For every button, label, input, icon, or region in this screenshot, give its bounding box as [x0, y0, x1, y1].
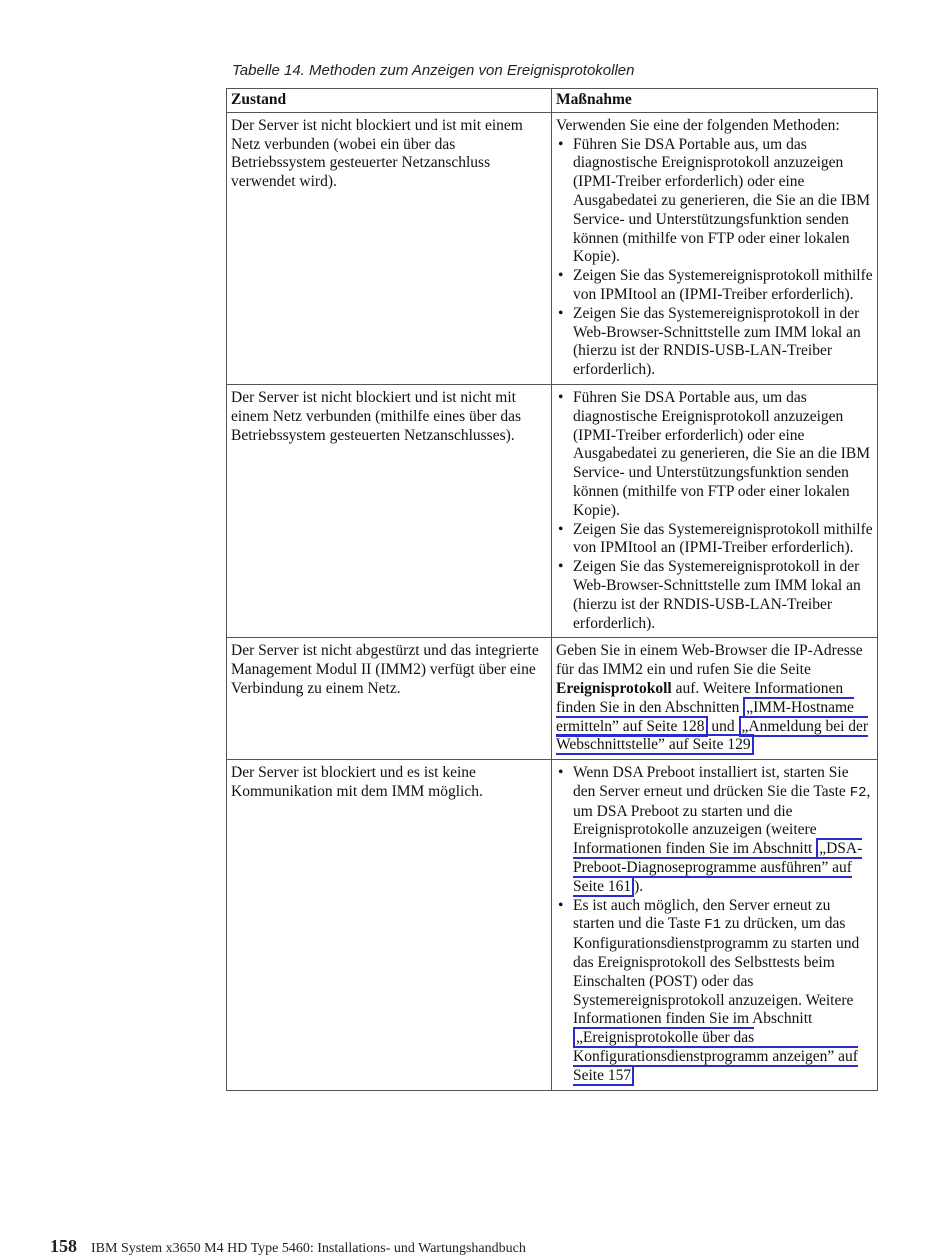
- list-item: • Zeigen Sie das Systemereignisprotokoll in der Web-Browser-Schnittstelle zum IMM lokal an (hierzu ist der RNDIS-USB-LAN-Treiber erforderlich).: [556, 305, 873, 380]
- action-text: und: [707, 717, 739, 735]
- condition-text: Der Server ist nicht blockiert und ist nicht mit einem Netz verbunden (mithilfe eines über das Betriebssystem gesteuerten Netzanschlusses).: [231, 388, 522, 444]
- condition-cell: [227, 638, 552, 760]
- action-text: ).: [634, 877, 644, 895]
- table-header-row: [227, 89, 878, 113]
- action-text: auf. Weitere Informationen finden Sie in den Abschnitten: [556, 679, 844, 716]
- list-item: • Zeigen Sie das Systemereignisprotokoll mithilfe von IPMItool an (IPMI-Treiber erforderlich).: [556, 521, 873, 559]
- condition-text: Der Server ist blockiert und es ist keine Kommunikation mit dem IMM möglich.: [231, 764, 483, 800]
- list-item: • Führen Sie DSA Portable aus, um das diagnostische Ereignisprotokoll anzuzeigen (IPMI-Treiber erforderlich) oder eine Ausgabedatei zu generieren, die Sie an die IBM Service- und Unterstützungsfunktion senden können (mithilfe von FTP oder einer lokalen Kopie).: [556, 136, 873, 268]
- condition-cell: [227, 112, 552, 384]
- action-list: [556, 389, 873, 633]
- key-f1: F1: [704, 917, 722, 934]
- list-item: • Zeigen Sie das Systemereignisprotokoll mithilfe von IPMItool an (IPMI-Treiber erforderlich).: [556, 267, 873, 305]
- action-cell: [552, 384, 878, 637]
- action-text: zu drücken, um das Konfigurationsdienstprogramm zu starten und das Ereignisprotokoll des Selbsttests beim Einschalten (POST) oder das Systemereignisprotokoll anzuzeigen. Weitere Informationen finden Sie im Abschnitt: [573, 915, 860, 1028]
- action-text: Es ist auch möglich, den Server erneut zu starten und die Taste: [573, 896, 831, 933]
- list-item: • Zeigen Sie das Systemereignisprotokoll in der Web-Browser-Schnittstelle zum IMM lokal an (hierzu ist der RNDIS-USB-LAN-Treiber erforderlich).: [556, 558, 873, 633]
- header-zustand: Zustand: [227, 89, 552, 113]
- action-text: Geben Sie in einem Web-Browser die IP-Adresse für das IMM2 ein und rufen Sie die Seite: [556, 642, 863, 679]
- action-list: [556, 136, 873, 380]
- table-row: [227, 112, 878, 384]
- table-caption: Tabelle 14. Methoden zum Anzeigen von Ereignisprotokollen: [232, 62, 635, 79]
- action-cell: [552, 760, 878, 1091]
- table-row: [227, 384, 878, 637]
- page-number: 158: [50, 1236, 77, 1256]
- link-dsa-preboot[interactable]: „DSA-Preboot-Diagnoseprogramme ausführen” auf Seite 161: [573, 840, 863, 895]
- link-imm-hostname[interactable]: „IMM-Hostname ermitteln” auf Seite 128: [556, 698, 854, 735]
- action-list: [556, 764, 873, 1086]
- table-row: [227, 638, 878, 760]
- table-row: [227, 760, 878, 1091]
- condition-cell: [227, 384, 552, 637]
- action-text: , um DSA Preboot zu starten und die Ereignisprotokolle anzuzeigen (weitere Informationen finden Sie im Abschnitt: [573, 782, 871, 858]
- action-intro: Verwenden Sie eine der folgenden Methoden:: [556, 116, 840, 134]
- page-footer: [50, 1236, 526, 1257]
- header-massnahme: Maßnahme: [552, 89, 878, 113]
- action-cell: [552, 112, 878, 384]
- event-log-methods-table: [226, 88, 878, 1091]
- list-item: • Führen Sie DSA Portable aus, um das diagnostische Ereignisprotokoll anzuzeigen (IPMI-Treiber erforderlich) oder eine Ausgabedatei zu generieren, die Sie an die IBM Service- und Unterstützungsfunktion senden können (mithilfe von FTP oder einer lokalen Kopie).: [556, 389, 873, 521]
- condition-text: Der Server ist nicht abgestürzt und das integrierte Management Modul II (IMM2) verfügt über eine Verbindung zu einem Netz.: [231, 642, 539, 697]
- condition-text: Der Server ist nicht blockiert und ist mit einem Netz verbunden (wobei ein über das Betriebssystem gesteuerter Netzanschluss verwendet wird).: [231, 116, 523, 191]
- book-title: IBM System x3650 M4 HD Type 5460: Installations- und Wartungshandbuch: [91, 1241, 526, 1256]
- list-item: [556, 897, 873, 1086]
- link-event-logs-setup-utility[interactable]: „Ereignisprotokolle über das Konfigurationsdienstprogramm anzeigen” auf Seite 157: [573, 1029, 858, 1084]
- list-item: [556, 764, 873, 897]
- condition-cell: [227, 760, 552, 1091]
- link-web-login[interactable]: „Anmeldung bei der Webschnittstelle” auf Seite 129: [556, 717, 869, 754]
- key-f2: F2: [849, 784, 867, 801]
- action-cell: [552, 638, 878, 760]
- action-text: Wenn DSA Preboot installiert ist, starten Sie den Server erneut und drücken Sie die Taste: [573, 764, 850, 800]
- ui-page-name: Ereignisprotokoll: [556, 679, 672, 697]
